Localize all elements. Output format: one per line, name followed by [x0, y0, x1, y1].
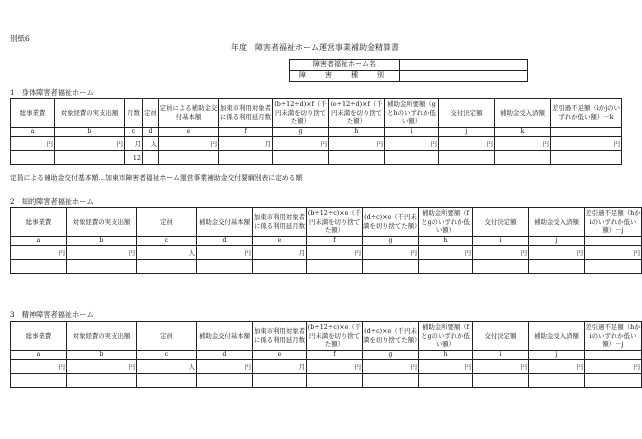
- blank-cell: [385, 151, 439, 165]
- col-header-text: 対象経費の実支出額: [72, 331, 131, 340]
- col-header-text: 総事業費: [19, 108, 46, 117]
- amount-cell[interactable]: 円: [529, 360, 585, 374]
- blank-cell: [253, 260, 307, 274]
- col-letter: e: [159, 128, 219, 137]
- header-row: [11, 208, 642, 237]
- blank-cell: [67, 260, 137, 274]
- col-header-h: [329, 99, 385, 128]
- blank-cell: [473, 374, 529, 388]
- col-header-text: 補助金受入済額: [534, 217, 579, 226]
- col-header-text: 補助金所要額（fとgのいずれか低い額）: [421, 209, 470, 235]
- col-letter: j: [529, 351, 585, 360]
- page-title: 年度 障害者福祉ホーム運営事業補助金精算書: [231, 43, 399, 52]
- blank-cell: [329, 151, 385, 165]
- amount-row: [11, 137, 622, 151]
- col-header-f: [219, 99, 273, 128]
- amount-cell[interactable]: 円: [307, 360, 363, 374]
- col-header-text: 交付決定額: [484, 331, 517, 340]
- col-header-e: [159, 99, 219, 128]
- home-name-value[interactable]: [400, 60, 528, 71]
- amount-cell[interactable]: 円: [11, 360, 67, 374]
- col-header-c: [125, 99, 143, 128]
- form-number: 別紙6: [10, 34, 30, 43]
- info-row: [290, 71, 528, 82]
- blank-cell: [137, 260, 197, 274]
- col-letter: f: [219, 128, 273, 137]
- blank-cell: [307, 260, 363, 274]
- col-header-text: (b÷12÷c)×e（千円未満を切り捨てた額）: [307, 323, 362, 349]
- amount-cell[interactable]: 円: [473, 360, 529, 374]
- amount-cell[interactable]: 円: [363, 360, 419, 374]
- blank-cell: [137, 374, 197, 388]
- col-header-text: 交付決定額: [450, 108, 483, 117]
- amount-cell[interactable]: 円: [473, 246, 529, 260]
- section-2-heading: 2 知的障害者福祉ホーム: [10, 197, 94, 206]
- amount-cell[interactable]: 円: [363, 246, 419, 260]
- col-header-text: 補助金受入済額: [500, 108, 545, 117]
- blank-row: [11, 374, 642, 388]
- col-letter: g: [363, 351, 419, 360]
- col-header-text: 差引過不足額（hかiのいずれか低い額）－j: [585, 209, 641, 235]
- amount-cell[interactable]: 円: [585, 360, 642, 374]
- col-letter: f: [307, 351, 363, 360]
- blank-cell: [495, 151, 551, 165]
- section-3-heading: 3 精神障害者福祉ホーム: [10, 310, 94, 319]
- col-letter: f: [307, 237, 363, 246]
- amount-cell[interactable]: 人: [137, 246, 197, 260]
- col-header-text: 定員による補助金交付基本額: [159, 104, 218, 121]
- letter-row: [11, 128, 622, 137]
- col-letter: h: [419, 351, 473, 360]
- amount-cell[interactable]: 円: [159, 137, 219, 151]
- blank-cell: [585, 374, 642, 388]
- col-letter: h: [419, 237, 473, 246]
- col-letter: i: [385, 128, 439, 137]
- col-letter: a: [11, 351, 67, 360]
- col-header-text: (e÷12÷d)×f（千円未満を切り捨てた額）: [330, 100, 383, 126]
- blank-cell: [307, 374, 363, 388]
- col-header-a: [11, 99, 55, 128]
- col-header-text: (d÷c)×e（千円未満を切り捨てた額）: [363, 327, 421, 344]
- col-header-b: [55, 99, 125, 128]
- col-header-d: [143, 99, 159, 128]
- col-header-text: 定員: [160, 331, 173, 340]
- col-letter: [585, 351, 642, 360]
- col-letter: [585, 237, 642, 246]
- col-header-text: 加東市利用対象者に係る利用延月数: [253, 213, 306, 230]
- amount-cell[interactable]: 円: [197, 360, 253, 374]
- amount-cell[interactable]: 円: [495, 137, 551, 151]
- col-letter: j: [529, 237, 585, 246]
- col-header-text: 対象経費の実支出額: [72, 217, 131, 226]
- section-1-heading: 1 身体障害者福祉ホーム: [10, 88, 94, 97]
- info-row: [290, 60, 528, 71]
- blank-cell: [363, 260, 419, 274]
- col-header-text: 定員: [144, 108, 157, 117]
- header-row: [11, 99, 622, 128]
- col-letter: g: [363, 237, 419, 246]
- col-header-text: 補助金交付基本額: [198, 331, 251, 340]
- amount-cell[interactable]: 円: [197, 246, 253, 260]
- blank-cell: [159, 151, 219, 165]
- blank-cell: [363, 374, 419, 388]
- col-header-text: 交付決定額: [484, 217, 517, 226]
- col-letter: e: [253, 237, 307, 246]
- blank-cell: [253, 374, 307, 388]
- blank-row: [11, 260, 642, 274]
- col-letter: i: [473, 351, 529, 360]
- col-header-text: 加東市利用対象者に係る利用延月数: [253, 327, 306, 344]
- disability-type-value[interactable]: [400, 71, 528, 82]
- blank-cell: [11, 151, 55, 165]
- col-letter: c: [137, 237, 197, 246]
- amount-cell[interactable]: 月: [253, 246, 307, 260]
- amount-cell[interactable]: 円: [529, 246, 585, 260]
- letter-row: [11, 351, 642, 360]
- blank-cell: [529, 260, 585, 274]
- amount-cell[interactable]: 人: [137, 360, 197, 374]
- month-row: [11, 151, 622, 165]
- amount-cell[interactable]: 円: [55, 137, 125, 151]
- col-header-diff: [551, 99, 622, 128]
- letter-row: [11, 237, 642, 246]
- blank-cell: [419, 260, 473, 274]
- col-header-text: 補助金所要額（gとhのいずれか低い額）: [387, 100, 436, 126]
- blank-cell: [55, 151, 125, 165]
- amount-cell[interactable]: 月: [219, 137, 273, 151]
- col-letter: h: [329, 128, 385, 137]
- col-header-text: 月数: [127, 108, 140, 117]
- blank-cell: [219, 151, 273, 165]
- amount-cell[interactable]: 円: [585, 246, 642, 260]
- col-letter: c: [125, 128, 143, 137]
- col-header-text: 差引過不足額（hかiのいずれか低い額）－j: [585, 323, 641, 349]
- col-header-text: 定員: [160, 217, 173, 226]
- col-letter: [551, 128, 622, 137]
- blank-cell: [11, 374, 67, 388]
- amount-cell[interactable]: 円: [11, 246, 67, 260]
- col-letter: e: [253, 351, 307, 360]
- col-header-text: 加東市利用対象者に係る利用延月数: [219, 104, 272, 121]
- home-name-label: 障害者福祉ホーム名: [290, 60, 400, 71]
- col-header-i: [385, 99, 439, 128]
- col-letter: d: [197, 237, 253, 246]
- col-header-text: 補助金交付基本額: [198, 217, 251, 226]
- amount-cell[interactable]: 円: [551, 137, 622, 151]
- blank-cell: [273, 151, 329, 165]
- col-letter: c: [137, 351, 197, 360]
- amount-cell[interactable]: 円: [11, 137, 55, 151]
- amount-cell[interactable]: 円: [439, 137, 495, 151]
- section-3-table: [10, 321, 642, 388]
- col-letter: d: [143, 128, 159, 137]
- amount-cell[interactable]: 円: [419, 246, 473, 260]
- blank-cell: [197, 260, 253, 274]
- amount-cell[interactable]: 円: [67, 360, 137, 374]
- section-1-note: 定員による補助金交付基本額…加東市障害者福祉ホーム運営事業補助金交付要綱別表に定める額: [10, 174, 303, 182]
- blank-cell: [585, 260, 642, 274]
- col-letter: j: [439, 128, 495, 137]
- col-header-text: 対象経費の実支出額: [60, 108, 119, 117]
- amount-cell[interactable]: 円: [419, 360, 473, 374]
- amount-cell[interactable]: 人: [143, 137, 159, 151]
- amount-cell[interactable]: 円: [307, 246, 363, 260]
- col-letter: b: [67, 351, 137, 360]
- col-header-j: [439, 99, 495, 128]
- blank-cell: [419, 374, 473, 388]
- col-letter: a: [11, 128, 55, 137]
- header-row: [11, 322, 642, 351]
- blank-cell: [67, 374, 137, 388]
- col-letter: k: [495, 128, 551, 137]
- month-count-cell: 12: [125, 151, 143, 165]
- section-2-table: [10, 207, 642, 274]
- col-header-text: 総事業費: [25, 217, 52, 226]
- amount-cell[interactable]: 月: [253, 360, 307, 374]
- amount-cell[interactable]: 円: [385, 137, 439, 151]
- col-letter: b: [67, 237, 137, 246]
- col-letter: a: [11, 237, 67, 246]
- section-1-table: [10, 98, 622, 165]
- col-header-text: 補助金受入済額: [534, 331, 579, 340]
- blank-cell: [529, 374, 585, 388]
- amount-cell[interactable]: 円: [329, 137, 385, 151]
- amount-row: [11, 246, 642, 260]
- col-letter: b: [55, 128, 125, 137]
- amount-cell[interactable]: 円: [67, 246, 137, 260]
- home-info-table: [289, 59, 528, 82]
- amount-row: [11, 360, 642, 374]
- col-letter: d: [197, 351, 253, 360]
- blank-cell: [551, 151, 622, 165]
- col-letter: i: [473, 237, 529, 246]
- blank-cell: [473, 260, 529, 274]
- blank-cell: [143, 151, 159, 165]
- amount-cell[interactable]: 月: [125, 137, 143, 151]
- col-header-text: (b÷12÷d)×f（千円未満を切り捨てた額）: [274, 100, 327, 126]
- col-header-g: [273, 99, 329, 128]
- col-letter: g: [273, 128, 329, 137]
- col-header-text: (b÷12÷c)×e（千円未満を切り捨てた額）: [307, 209, 362, 235]
- col-header-text: 総事業費: [25, 331, 52, 340]
- col-header-text: (d÷c)×e（千円未満を切り捨てた額）: [363, 213, 421, 230]
- blank-cell: [11, 260, 67, 274]
- col-header-k: [495, 99, 551, 128]
- amount-cell[interactable]: 円: [273, 137, 329, 151]
- disability-type-label: 障 害 種 別: [290, 71, 400, 82]
- blank-cell: [197, 374, 253, 388]
- col-header-text: 補助金所要額（fとgのいずれか低い額）: [421, 323, 470, 349]
- col-header-text: 差引過不足額（iかjのいずれか低い額）－k: [552, 104, 620, 121]
- blank-cell: [439, 151, 495, 165]
